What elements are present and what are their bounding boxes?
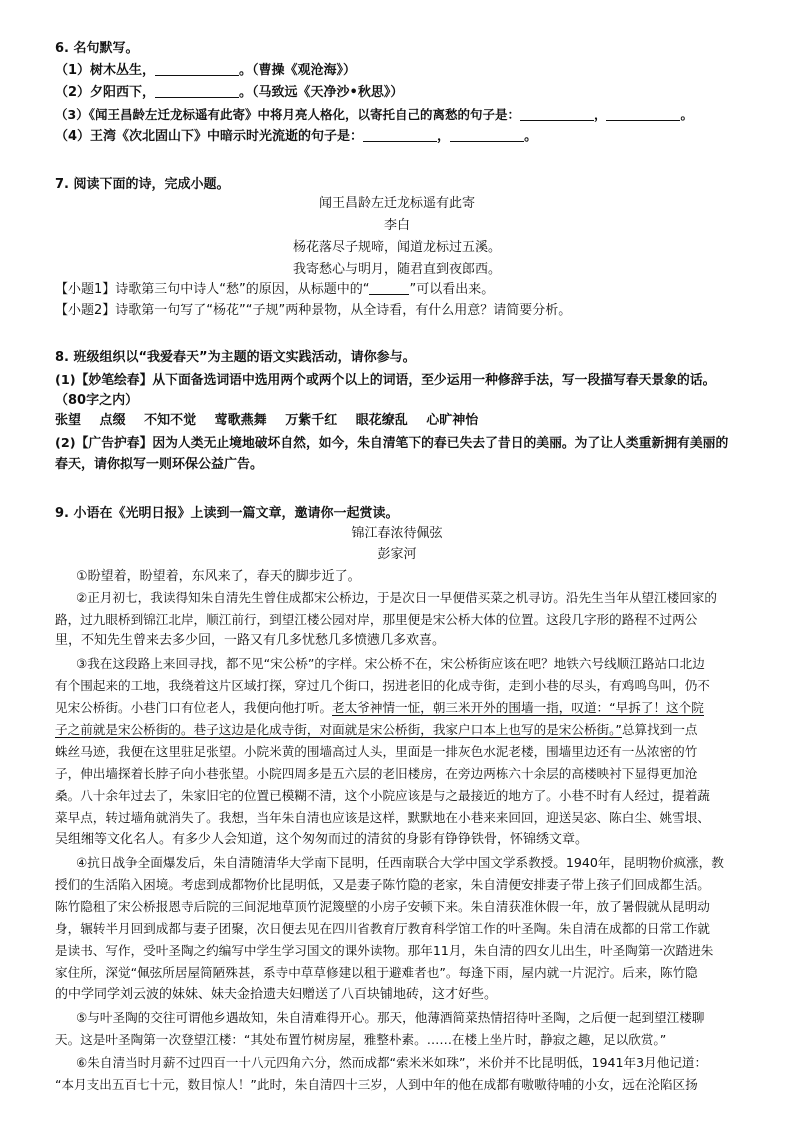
article-line: ⑤与叶圣陶的交往可谓他乡遇故知，朱自清难得开心。那天，他薄酒简菜热情招待叶圣陶，之后便一起到望江楼聊 bbox=[76, 1010, 705, 1025]
article-line: 陈竹隐租了宋公桥报恩寺后院的三间泥地草顶竹泥篾壁的小房子安顿下来。朱自清获准休假一年，放了暑假就从昆明动 bbox=[55, 899, 710, 914]
article-line: ③我在这段路上来回寻找，都不见“宋公桥”的字样。宋公桥不在，宋公桥街应该在吧？地铁六号线顺江路站口北边 bbox=[76, 656, 705, 671]
q6-title: 6. 名句默写。 bbox=[55, 41, 139, 56]
answer-blank[interactable] bbox=[369, 282, 409, 295]
article-line: ②正月初七，我读得知朱自清先生曾住成都宋公桥边，于是次日一早便借买菜之机寻访。沿先生当年从望江楼回家的 bbox=[76, 590, 717, 605]
word-bank-item: 莺歌燕舞 bbox=[214, 413, 267, 428]
q8-part-2-cont: 春天，请你拟写一则环保公益广告。 bbox=[55, 457, 264, 472]
poem-author: 李白 bbox=[383, 218, 410, 233]
poem-line-2: 我寄愁心与明月，随君直到夜郎西。 bbox=[292, 262, 501, 277]
q9-title: 9. 小语在《光明日报》上读到一篇文章，邀请你一起赏读。 bbox=[55, 506, 399, 521]
article-line: 身，辗转半月回到成都与妻子团聚，次日便去见在四川省教育厅教育科学馆工作的叶圣陶。朱自清在成都的日常工作就 bbox=[55, 921, 710, 936]
word-bank-item: 不知不觉 bbox=[144, 413, 197, 428]
answer-blank[interactable] bbox=[155, 85, 239, 98]
q8-word-bank bbox=[55, 413, 478, 429]
article-text: 见宋公桥街。小巷门口有位老人，我便向他打听。 bbox=[55, 700, 333, 715]
article-line: ①盼望着，盼望着，东风来了，春天的脚步近了。 bbox=[76, 569, 361, 584]
word-bank-item: 心旷神怡 bbox=[426, 413, 479, 428]
answer-blank[interactable] bbox=[155, 63, 239, 76]
q8-part-2: (2)【广告护春】因为人类无止境地破坏自然，如今，朱自清笔下的春已失去了昔日的美丽。为了让人类重新拥有美丽的 bbox=[55, 436, 729, 451]
article-line: 里，不知先生曾来去多少回，一路又有几多忧愁几多愤懑几多欢喜。 bbox=[55, 633, 446, 648]
article-line: 授们的生活陷入困境。考虑到成都物价比昆明低，又是妻子陈竹隐的老家，朱自清便安排妻子带上孩子们回成都生活。 bbox=[55, 877, 710, 892]
article-line: 蛛丝马迹，我便在这里驻足张望。小院米黄的围墙高过人头，里面是一排灰色水泥老楼，围墙里边还有一丛浓密的竹 bbox=[55, 744, 698, 759]
q6-item-3-end: 。 bbox=[680, 107, 693, 122]
article-line: “本月支出五百七十元，数目惊人！”此时，朱自清四十三岁，人到中年的他在成都有嗷嗷待哺的小女，远在沦陷区扬 bbox=[55, 1077, 698, 1092]
underlined-sentence: 子之前就是宋公桥街的。巷子这边是化成寺街，对面就是宋公桥街，我家户口本上也写的是宋公桥街。” bbox=[55, 722, 622, 737]
poem-line-1: 杨花落尽子规啼，闻道龙标过五溪。 bbox=[292, 240, 501, 255]
word-bank-item: 张望 bbox=[55, 413, 82, 428]
q7-sub-1-prompt: 【小题1】诗歌第三句中诗人“愁”的原因，从标题中的“ bbox=[55, 282, 370, 297]
article-line: 有个围起来的工地，我绕着这片区域打探，穿过几个街口，拐进老旧的化成寺街，走到小巷的尽头，有鸡鸣鸟叫，仍不 bbox=[55, 678, 710, 693]
q6-item-2 bbox=[55, 85, 403, 101]
word-bank-item: 点缀 bbox=[99, 413, 126, 428]
article-text: 总算找到一点 bbox=[621, 722, 698, 737]
article-line: 路，过九眼桥到锦江北岸，顺江前行，到望江楼公园对岸，那里便是宋公桥大体的位置。这段几字形的路程不过两公 bbox=[55, 612, 698, 627]
article-line: ④抗日战争全面爆发后，朱自清随清华大学南下昆明，任西南联合大学中国文学系教授。1940年，昆明物价疯涨，教 bbox=[76, 855, 724, 870]
answer-blank[interactable] bbox=[520, 108, 594, 121]
q6-item-3 bbox=[55, 107, 693, 123]
q6-item-4-prompt: （4）王湾《次北固山下》中暗示时光流逝的句子是： bbox=[55, 129, 364, 144]
q6-item-1-prompt: （1）树木丛生， bbox=[55, 63, 156, 78]
q8-part-1-limit: （80字之内） bbox=[55, 393, 139, 408]
q6-item-4-end: 。 bbox=[524, 129, 538, 144]
q6-item-1-source: 。（曹操《观沧海》） bbox=[239, 63, 357, 78]
q6-item-3-sep: ， bbox=[593, 107, 607, 122]
article-line-with-underline bbox=[55, 700, 704, 716]
answer-blank[interactable] bbox=[606, 108, 680, 121]
article-line: 天。这是叶圣陶第一次登望江楼：“其处布置竹树房屋，雅整朴素。……在楼上坐片时，静寂之趣，足以欣赏。” bbox=[55, 1032, 667, 1047]
article-line: 吴组缃等文化名人。有多少人会知道，这个匆匆而过的清贫的身影有铮铮铁骨，怀锦绣文章。 bbox=[55, 832, 589, 847]
q7-sub-1 bbox=[55, 282, 494, 298]
q8-title: 8. 班级组织以“我爱春天”为主题的语文实践活动，请你参与。 bbox=[55, 350, 416, 365]
article-title: 锦江春浓待佩弦 bbox=[351, 526, 443, 541]
q7-title: 7. 阅读下面的诗，完成小题。 bbox=[55, 177, 230, 192]
q6-item-4 bbox=[55, 129, 537, 145]
q6-item-2-source: 。（马致远《天净沙•秋思》） bbox=[239, 85, 404, 100]
q7-sub-2: 【小题2】诗歌第一句写了“杨花”“子规”两种景物，从全诗看，有什么用意？请简要分析。 bbox=[55, 303, 572, 318]
q7-sub-1-end: ”可以看出来。 bbox=[409, 282, 495, 297]
article-line-with-underline bbox=[55, 722, 698, 738]
q6-item-4-sep: ， bbox=[437, 129, 451, 144]
article-author: 彭家河 bbox=[377, 547, 417, 562]
article-line: 子，伸出墙探着长脖子向小巷张望。小院四周多是五六层的老旧楼房，在旁边两栋六十余层的高楼映衬下显得更加沧 bbox=[55, 766, 698, 781]
answer-blank[interactable] bbox=[363, 129, 437, 142]
word-bank-item: 眼花缭乱 bbox=[355, 413, 408, 428]
article-line: 桑。八十余年过去了，朱家旧宅的位置已模糊不清，这个小院应该是与之最接近的地方了。小巷不时有人经过，提着蔬 bbox=[55, 788, 710, 803]
article-line: 菜早点，转过墙角就消失了。我想，当年朱自清也应该是这样，默默地在小巷来来回回，迎送吴宓、陈白尘、姚雪垠、 bbox=[55, 810, 710, 825]
article-line: ⑥朱自清当时月薪不过四百一十八元四角六分，然而成都“索米米如珠”，米价并不比昆明低，1941年3月他记道： bbox=[76, 1055, 708, 1070]
q6-item-1 bbox=[55, 63, 356, 79]
q6-item-2-prompt: （2）夕阳西下， bbox=[55, 85, 156, 100]
q8-part-1: (1)【妙笔绘春】从下面备选词语中选用两个或两个以上的词语，至少运用一种修辞手法，写一段描写春天景象的话。 bbox=[55, 373, 716, 388]
word-bank-item: 万紫千红 bbox=[285, 413, 338, 428]
answer-blank[interactable] bbox=[450, 129, 524, 142]
article-line: 家住所，深觉“佩弦所居屋简陋殊甚，系寺中草草修建以租于避难者也”。每逢下雨，屋内就一片泥泞。后来，陈竹隐 bbox=[55, 965, 698, 980]
q6-item-3-prompt: （3）《闻王昌龄左迁龙标遥有此寄》中将月亮人格化，以寄托自己的离愁的句子是： bbox=[55, 107, 520, 122]
article-line: 的中学同学刘云波的妹妹、妹夫金拾遗夫妇赠送了八百块铺地砖，这才好些。 bbox=[55, 987, 498, 1002]
article-line: 是读书、写作，受叶圣陶之约编写中学生学习国文的课外读物。那年11月，朱自清的四女儿出生，叶圣陶第一次踏进朱 bbox=[55, 943, 714, 958]
poem-title: 闻王昌龄左迁龙标遥有此寄 bbox=[318, 196, 475, 211]
underlined-sentence: 老太爷神情一怔，朝三米开外的围墙一指，叹道：“早拆了！这个院 bbox=[332, 700, 704, 715]
